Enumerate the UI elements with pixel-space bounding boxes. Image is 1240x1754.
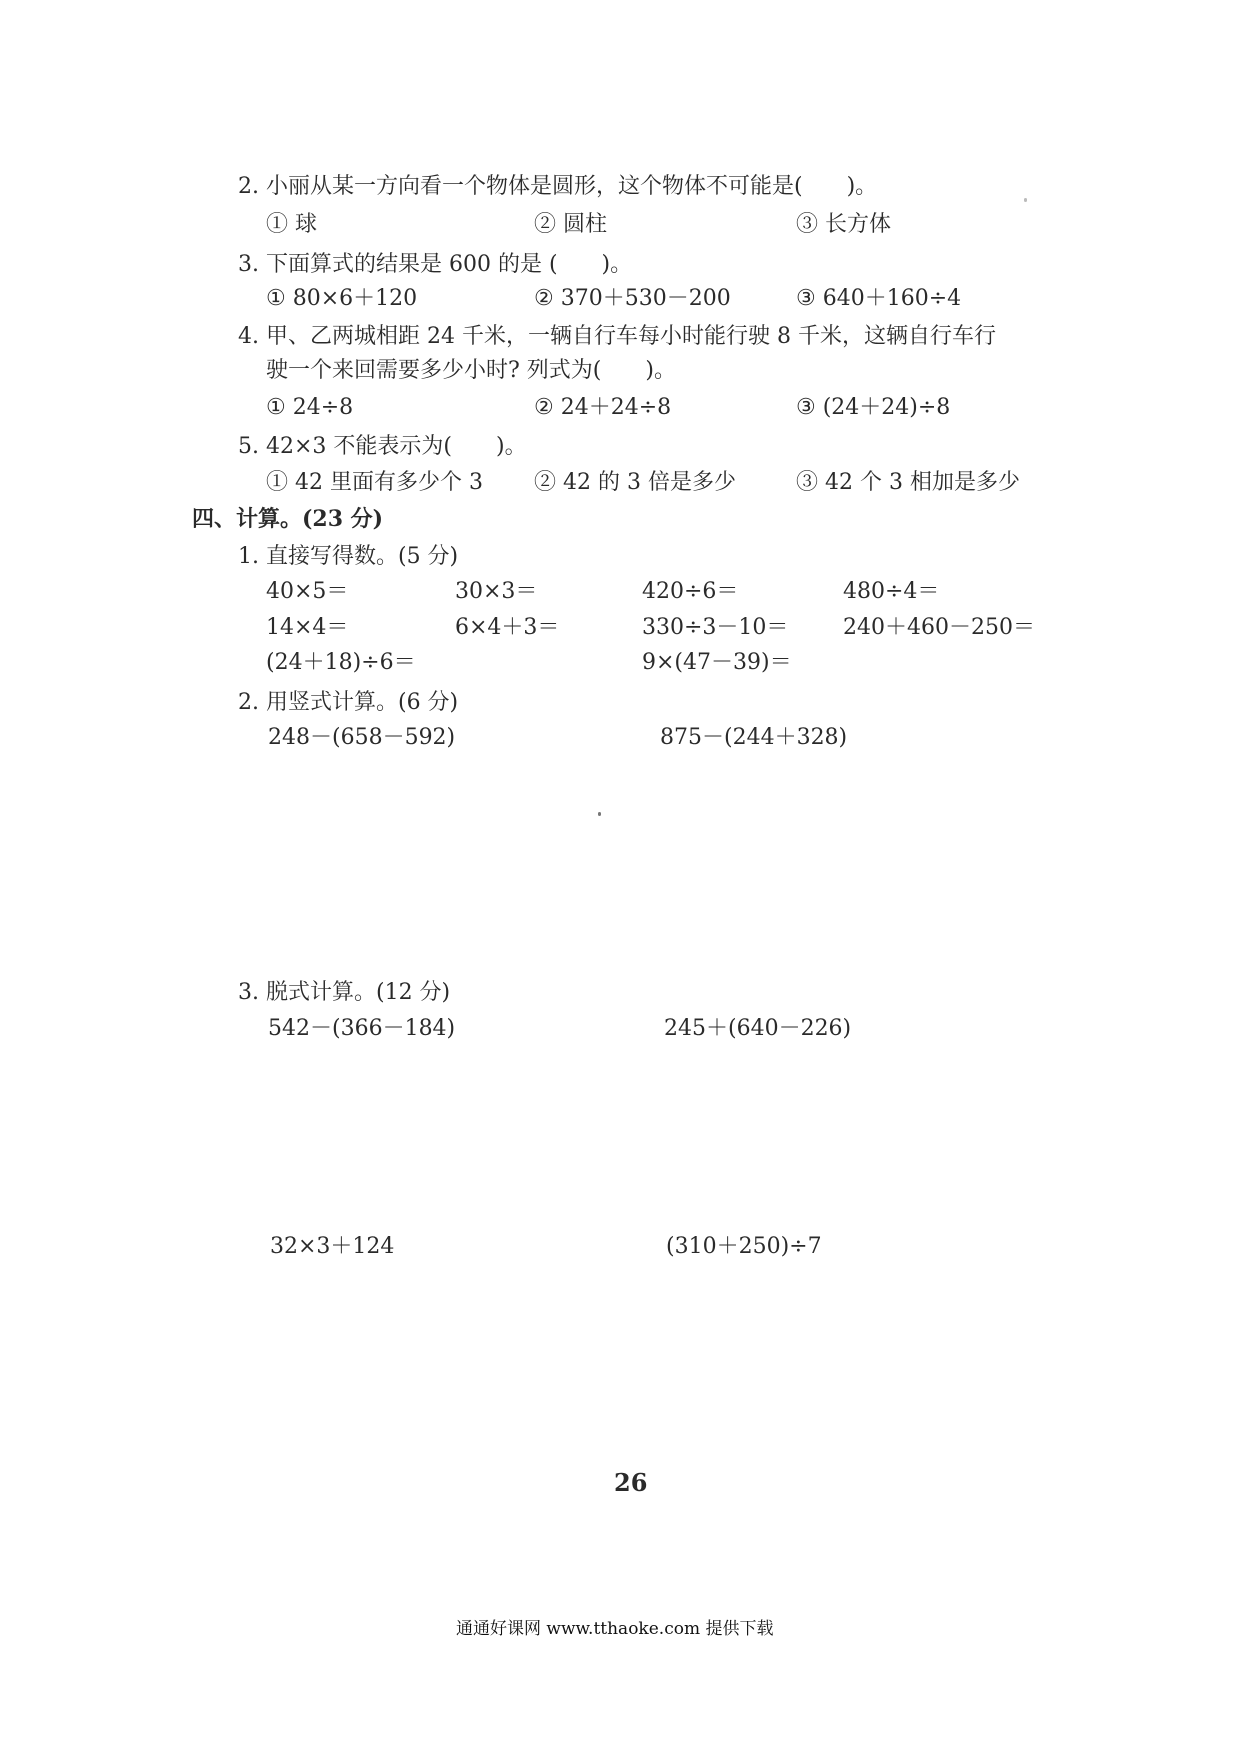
question-2-option-2: ② 圆柱 (534, 212, 607, 237)
mental-math-item: 40×5＝ (266, 579, 349, 604)
question-3-option-2: ② 370＋530－200 (534, 286, 731, 311)
question-5-option-3: ③ 42 个 3 相加是多少 (796, 470, 1020, 495)
question-3-stem: 3. 下面算式的结果是 600 的是 ( )。 (238, 252, 633, 277)
question-5-stem: 5. 42×3 不能表示为( )。 (238, 434, 527, 459)
question-5-option-2: ② 42 的 3 倍是多少 (534, 470, 736, 495)
question-4-option-3: ③ (24＋24)÷8 (796, 395, 951, 420)
mental-math-item: 6×4＋3＝ (455, 615, 560, 640)
vertical-calc-item: 248－(658－592) (268, 725, 456, 750)
mental-math-item: 9×(47－39)＝ (642, 650, 792, 675)
step-calc-item: 542－(366－184) (268, 1016, 456, 1041)
mental-math-item: 240＋460－250＝ (843, 615, 1035, 640)
footer-source: 通通好课网 www.tthaoke.com 提供下载 (456, 1619, 774, 1639)
question-2-option-1: ① 球 (266, 212, 317, 237)
part-2-title: 2. 用竖式计算。(6 分) (238, 690, 459, 715)
scan-speck (598, 812, 601, 816)
part-3-title: 3. 脱式计算。(12 分) (238, 980, 451, 1005)
question-3-option-3: ③ 640＋160÷4 (796, 286, 962, 311)
question-4-option-2: ② 24＋24÷8 (534, 395, 672, 420)
vertical-calc-item: 875－(244＋328) (660, 725, 848, 750)
scan-speck (1024, 198, 1027, 202)
page-number: 26 (614, 1468, 648, 1497)
mental-math-item: (24＋18)÷6＝ (266, 650, 416, 675)
question-2-option-3: ③ 长方体 (796, 212, 891, 237)
step-calc-item: 32×3＋124 (270, 1234, 395, 1259)
question-4-stem-line-1: 4. 甲、乙两城相距 24 千米，一辆自行车每小时能行驶 8 千米，这辆自行车行 (238, 324, 996, 349)
question-4-stem-line-2: 驶一个来回需要多少小时? 列式为( )。 (266, 358, 676, 383)
question-5-option-1: ① 42 里面有多少个 3 (266, 470, 483, 495)
question-4-option-1: ① 24÷8 (266, 395, 354, 420)
step-calc-item: 245＋(640－226) (664, 1016, 852, 1041)
mental-math-item: 30×3＝ (455, 579, 538, 604)
mental-math-item: 480÷4＝ (843, 579, 940, 604)
mental-math-item: 420÷6＝ (642, 579, 739, 604)
mental-math-item: 14×4＝ (266, 615, 349, 640)
part-1-title: 1. 直接写得数。(5 分) (238, 544, 459, 569)
question-3-option-1: ① 80×6＋120 (266, 286, 418, 311)
question-2-stem: 2. 小丽从某一方向看一个物体是圆形，这个物体不可能是( )。 (238, 174, 878, 199)
step-calc-item: (310＋250)÷7 (666, 1234, 822, 1259)
section-4-title: 四、计算。(23 分) (192, 506, 384, 532)
mental-math-item: 330÷3－10＝ (642, 615, 789, 640)
